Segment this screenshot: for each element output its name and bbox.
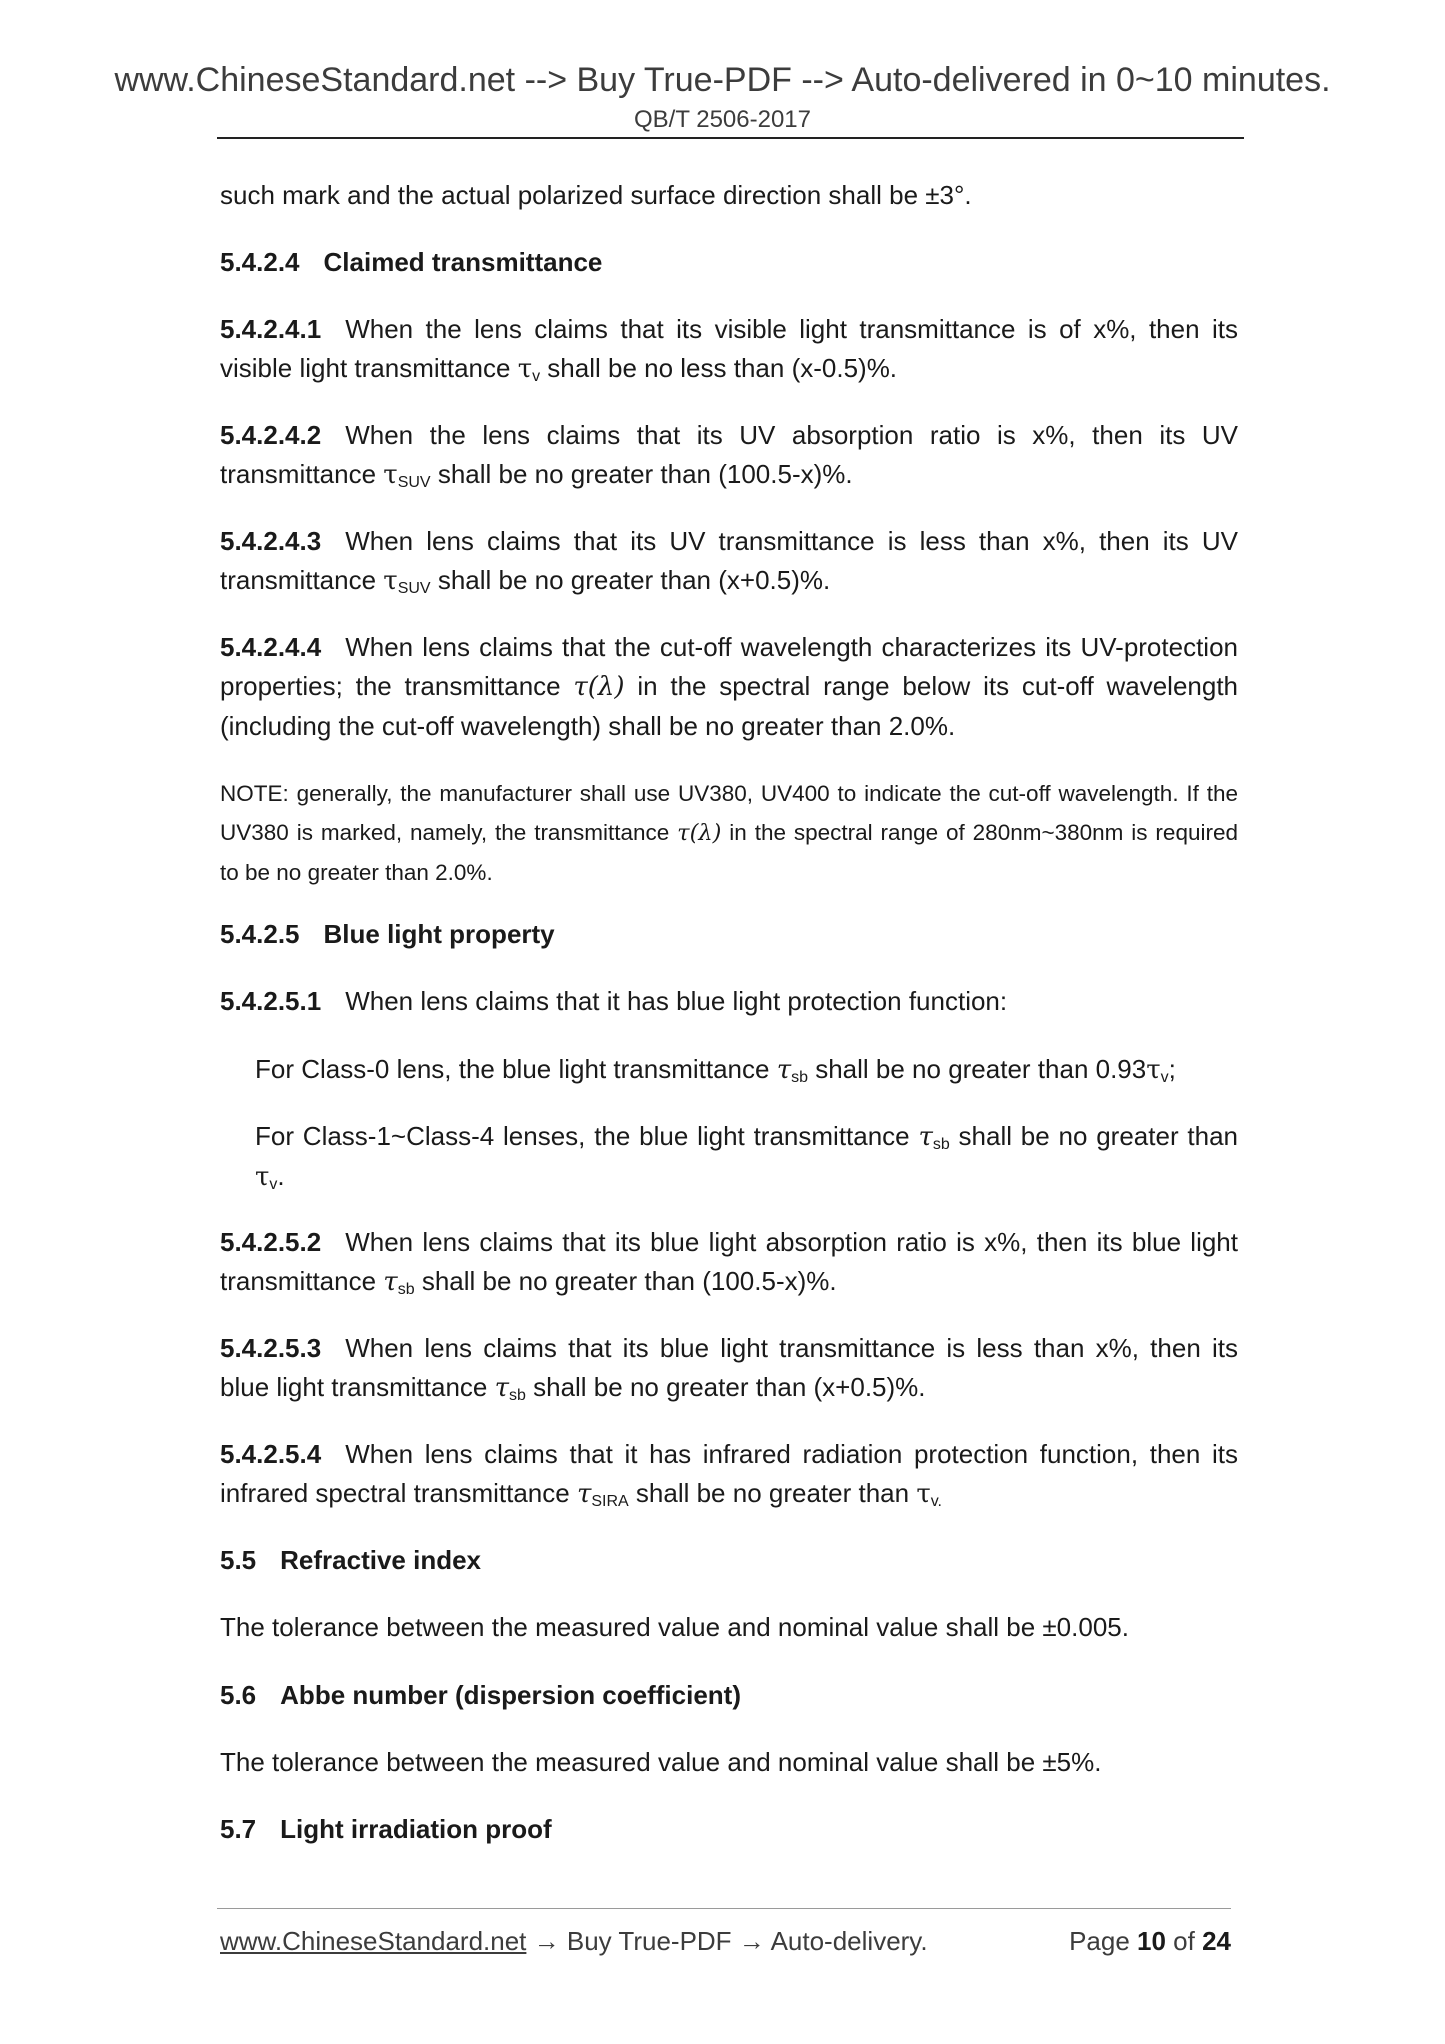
section-title: Blue light property (323, 919, 555, 949)
tau-symbol: τ (383, 1267, 398, 1297)
footer-site-link[interactable]: www.ChineseStandard.net (220, 1926, 527, 1956)
footer-promo-text: → Buy True-PDF → Auto-delivery. (526, 1926, 928, 1956)
clause-5-4-2-4-3 (220, 522, 1238, 601)
symbol-subscript: sb (397, 1281, 415, 1298)
clause-text: When lens claims that it has infrared radiation protection function, then its infrared spectral transmittance (220, 1439, 1238, 1508)
section-number: 5.6 (220, 1680, 257, 1710)
clause-text: When lens claims that its blue light absorption ratio is x%, then its blue light transmittance (220, 1227, 1238, 1296)
clause-text: shall be no greater than (x+0.5)%. (430, 565, 831, 595)
section-title: Abbe number (dispersion coefficient) (280, 1680, 741, 1710)
clause-5-4-2-5-1 (220, 982, 1238, 1021)
section-number: 5.7 (220, 1814, 257, 1844)
clause-text: When lens claims that its blue light transmittance is less than x%, then its blue light transmittance (220, 1333, 1238, 1402)
page-total: 24 (1202, 1926, 1231, 1956)
requirement-text: shall be no greater than (949, 1121, 1238, 1151)
tau-symbol: τ (494, 1373, 509, 1403)
tau-symbol: τ (255, 1162, 270, 1192)
tau-symbol: τ (576, 1479, 592, 1509)
tau-symbol: τ (916, 1479, 931, 1509)
page-current: 10 (1137, 1926, 1166, 1956)
clause-number: 5.4.2.4.4 (220, 632, 322, 662)
symbol-subscript: sb (791, 1069, 808, 1086)
clause-5-4-2-5-3 (220, 1329, 1238, 1408)
clause-number: 5.4.2.5.3 (220, 1333, 322, 1363)
clause-5-4-2-5-2 (220, 1223, 1238, 1302)
section-title: Claimed transmittance (323, 247, 603, 277)
tau-symbol: τ (918, 1122, 933, 1152)
clause-text: shall be no greater than (628, 1478, 917, 1508)
section-heading-5-4-2-5 (220, 915, 1238, 954)
footer-promo (220, 1924, 928, 1958)
page-of-label: of (1165, 1926, 1203, 1956)
symbol-subscript: SUV (397, 580, 431, 597)
clause-number: 5.4.2.5.4 (220, 1439, 322, 1469)
paragraph-continuation (220, 176, 1238, 215)
symbol-subscript: sb (932, 1136, 950, 1153)
clause-text: shall be no greater than (100.5-x)%. (414, 1266, 837, 1296)
clause-text: When lens claims that its UV transmittance is less than x%, then its UV transmittance (220, 526, 1238, 595)
clause-number: 5.4.2.4.3 (220, 526, 322, 556)
section-title: Refractive index (280, 1545, 482, 1575)
tau-lambda-symbol: τ(λ) (573, 672, 625, 702)
note-text: in the spectral range of 280nm~380nm is required to be no greater than 2.0%. (220, 820, 1238, 885)
clause-number: 5.4.2.4.2 (220, 420, 322, 450)
class-1-4-requirement (220, 1117, 1238, 1197)
requirement-text: For Class-1~Class-4 lenses, the blue light transmittance (255, 1121, 919, 1151)
symbol-subscript: sb (508, 1387, 526, 1404)
section-number: 5.4.2.5 (220, 919, 300, 949)
tau-symbol: τ (1146, 1055, 1161, 1085)
requirement-text: shall be no greater than 0.93 (807, 1054, 1147, 1084)
clause-5-4-2-4-2 (220, 416, 1238, 495)
footer-divider (217, 1908, 1231, 1909)
clause-text: When the lens claims that its visible light transmittance is of x%, then its visible light transmittance (220, 314, 1238, 383)
clause-text: When the lens claims that its UV absorption ratio is x%, then its UV transmittance (220, 420, 1238, 489)
requirement-text: For Class-0 lens, the blue light transmittance (255, 1054, 777, 1084)
symbol-subscript: SUV (397, 474, 431, 491)
symbol-subscript: v (532, 368, 541, 385)
page-indicator (1069, 1924, 1231, 1958)
requirement-text: . (277, 1161, 285, 1191)
clause-number: 5.4.2.5.1 (220, 986, 322, 1016)
clause-number: 5.4.2.5.2 (220, 1227, 322, 1257)
section-heading-5-6 (220, 1676, 1238, 1715)
section-heading-5-4-2-4 (220, 243, 1238, 282)
clause-text: shall be no less than (x-0.5)%. (540, 353, 898, 383)
paragraph-text: The tolerance between the measured value and nominal value shall be ±0.005. (220, 1612, 1129, 1642)
tau-symbol: τ (383, 566, 398, 596)
paragraph-refractive-index (220, 1608, 1238, 1647)
clause-text: When lens claims that the cut-off wavelength characterizes its UV-protection properties; the transmittance (220, 632, 1238, 701)
tau-lambda-symbol: τ(λ) (677, 820, 722, 846)
clause-5-4-2-4-4 (220, 628, 1238, 746)
symbol-subscript: v. (930, 1493, 942, 1510)
section-heading-5-7 (220, 1810, 1238, 1849)
clause-text: shall be no greater than (x+0.5)%. (525, 1372, 926, 1402)
paragraph-abbe-number (220, 1743, 1238, 1782)
section-title: Light irradiation proof (280, 1814, 552, 1844)
note-text: NOTE: generally, the manufacturer shall use UV380, UV400 to indicate the cut-off wavelength. If the UV380 is marked, namely, the transmittance (220, 781, 1238, 845)
section-number: 5.5 (220, 1545, 257, 1575)
section-number: 5.4.2.4 (220, 247, 300, 277)
symbol-subscript: v (269, 1176, 278, 1193)
note (220, 774, 1238, 892)
symbol-subscript: SIRA (591, 1493, 629, 1510)
clause-text: in the spectral range below its cut-off wavelength (including the cut-off wavelength) shall be no greater than 2.0%. (220, 671, 1239, 741)
document-number: QB/T 2506-2017 (633, 106, 811, 133)
paragraph-text: The tolerance between the measured value and nominal value shall be ±5%. (220, 1747, 1102, 1777)
class-0-requirement (220, 1050, 1238, 1090)
clause-5-4-2-4-1 (220, 310, 1238, 389)
site-banner: www.ChineseStandard.net --> Buy True-PDF --> Auto-delivered in 0~10 minutes. (114, 61, 1331, 99)
paragraph-text: such mark and the actual polarized surface direction shall be ±3°. (220, 180, 972, 210)
clause-5-4-2-5-4 (220, 1435, 1238, 1514)
clause-number: 5.4.2.4.1 (220, 314, 322, 344)
clause-text: When lens claims that it has blue light protection function: (345, 986, 1008, 1016)
tau-symbol: τ (776, 1055, 792, 1085)
tau-symbol: τ (383, 460, 398, 490)
clause-text: shall be no greater than (100.5-x)%. (430, 459, 853, 489)
header-divider (217, 137, 1244, 139)
tau-symbol: τ (517, 354, 533, 384)
requirement-text: ; (1168, 1054, 1176, 1084)
page-label: Page (1069, 1926, 1138, 1956)
section-heading-5-5 (220, 1541, 1238, 1580)
symbol-subscript: v (1160, 1069, 1169, 1086)
